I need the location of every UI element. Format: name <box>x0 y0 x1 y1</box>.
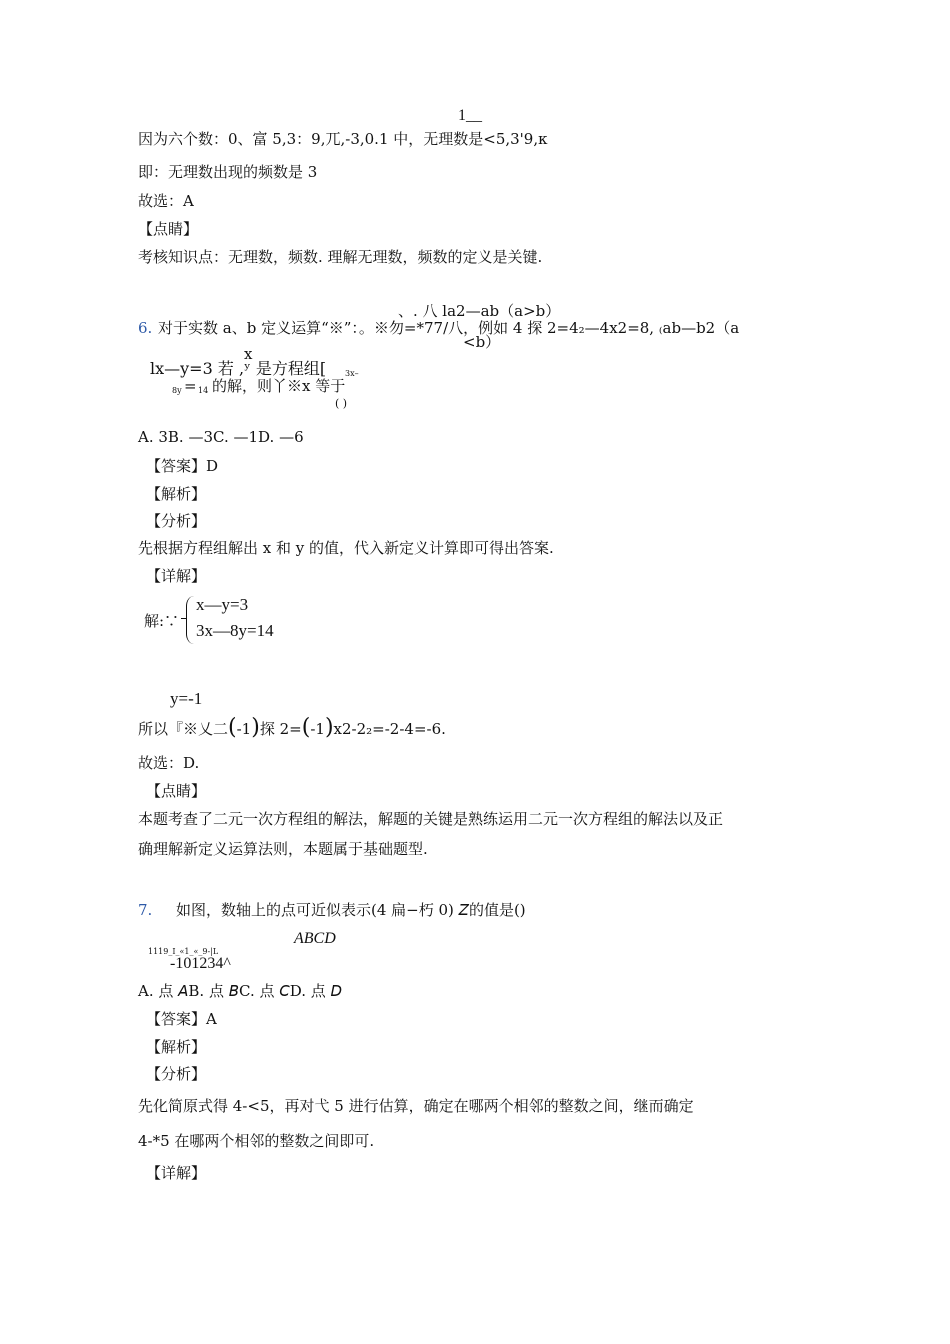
number-line-ticks: 1119_I_«1_«_9-|L <box>148 947 219 956</box>
question-text: 对于实数 a、b 定义运算“※”：。※勿=*77/八，例如 4 探 2=4₂—4x2=8, ₍ab—b2（a <box>158 319 740 337</box>
calc-paren: ( <box>301 715 311 740</box>
section-tag-fenxi: 【分析】 <box>146 512 207 530</box>
operation-definition-bottom: <b） <box>463 333 501 351</box>
equation-1: x—y=3 <box>196 595 249 614</box>
text-line: 因为六个数：0、富 5,3：9,兀,-3,0.1 中，无理数是<5,3'9,κ <box>138 130 548 148</box>
analysis-text: 先化简原式得 4-<5，再对弋 5 进行估算，确定在哪两个相邻的整数之间，继而确定 <box>138 1097 694 1115</box>
calculation-line <box>138 715 446 741</box>
summary-text: 确理解新定义运算法则，本题属于基础题型. <box>138 840 428 858</box>
equation-system-brace <box>186 596 194 644</box>
system-equation-fragment: = <box>184 377 197 395</box>
solution-y: y=-1 <box>170 689 203 708</box>
summary-text: 本题考查了二元一次方程组的解法，解题的关键是熟练运用二元一次方程组的解法以及正 <box>138 810 724 828</box>
analysis-text: 4-*5 在哪两个相邻的整数之间即可. <box>138 1132 375 1150</box>
question-text: 如图，数轴上的点可近似表示(4 扁−朽 0) 𝘡的值是() <box>176 901 526 919</box>
calc-paren: ) <box>324 715 334 740</box>
section-tag-dianjing: 【点睛】 <box>146 782 207 800</box>
calc-part: 探 2= <box>259 720 302 738</box>
section-tag-xiangjie: 【详解】 <box>146 1164 207 1182</box>
section-tag-fenxi: 【分析】 <box>146 1065 207 1083</box>
question-text-line3: 的解，则丫※x 等于 <box>212 377 346 395</box>
system-equation-fragment: 8y <box>172 386 182 395</box>
answer-parentheses: ( ) <box>335 397 348 410</box>
question-text-line2: lx—y=3 若 ,ʸ 是方程组[ <box>150 359 327 378</box>
operation-definition-top: 、. 八 la2—ab（a>b） <box>398 302 561 320</box>
answer-options: A. 3B. —3C. —1D. —6 <box>138 428 304 446</box>
conclusion: 故选：D. <box>138 754 200 772</box>
fraction-numerator: 1__ <box>458 107 482 124</box>
calc-paren: ) <box>251 715 260 740</box>
text-line: 考核知识点：无理数，频数. 理解无理数，频数的定义是关键. <box>138 248 543 266</box>
variable-x: x <box>244 345 253 363</box>
number-line-numbers: -101234^ <box>170 955 231 972</box>
text-line: 即：无理数出现的频数是 3 <box>138 163 318 181</box>
section-tag-xiangjie: 【详解】 <box>146 567 207 585</box>
question-number: 7. <box>138 901 153 919</box>
section-tag-jiexi: 【解析】 <box>146 485 207 503</box>
equation-2: 3x—8y=14 <box>196 621 274 640</box>
section-tag-dianjing: 【点睛】 <box>138 220 199 238</box>
question-number: 6. <box>138 319 153 337</box>
calc-part: -1 <box>310 720 325 738</box>
section-tag-answer: 【答案】D <box>146 457 219 475</box>
calc-paren: ( <box>228 715 237 740</box>
answer-options: A. 点 𝘈B. 点 𝘉C. 点 𝘊D. 点 𝘋 <box>138 982 343 1000</box>
number-line-point-labels: ABCD <box>294 930 336 947</box>
analysis-text: 先根据方程组解出 x 和 y 的值，代入新定义计算即可得出答案. <box>138 539 554 557</box>
section-tag-answer: 【答案】A <box>146 1010 217 1028</box>
system-equation-fragment: 14 <box>198 386 209 395</box>
calc-part: 所以『※乂二 <box>138 720 229 738</box>
section-tag-jiexi: 【解析】 <box>146 1038 207 1056</box>
solution-prefix: 解:∵ <box>144 612 180 630</box>
calc-part: x2-2₂=-2-4=-6. <box>333 720 446 738</box>
calc-part: -1 <box>236 720 252 738</box>
text-line: 故选：A <box>138 192 194 210</box>
system-equation-fragment: 3x– <box>345 369 359 378</box>
